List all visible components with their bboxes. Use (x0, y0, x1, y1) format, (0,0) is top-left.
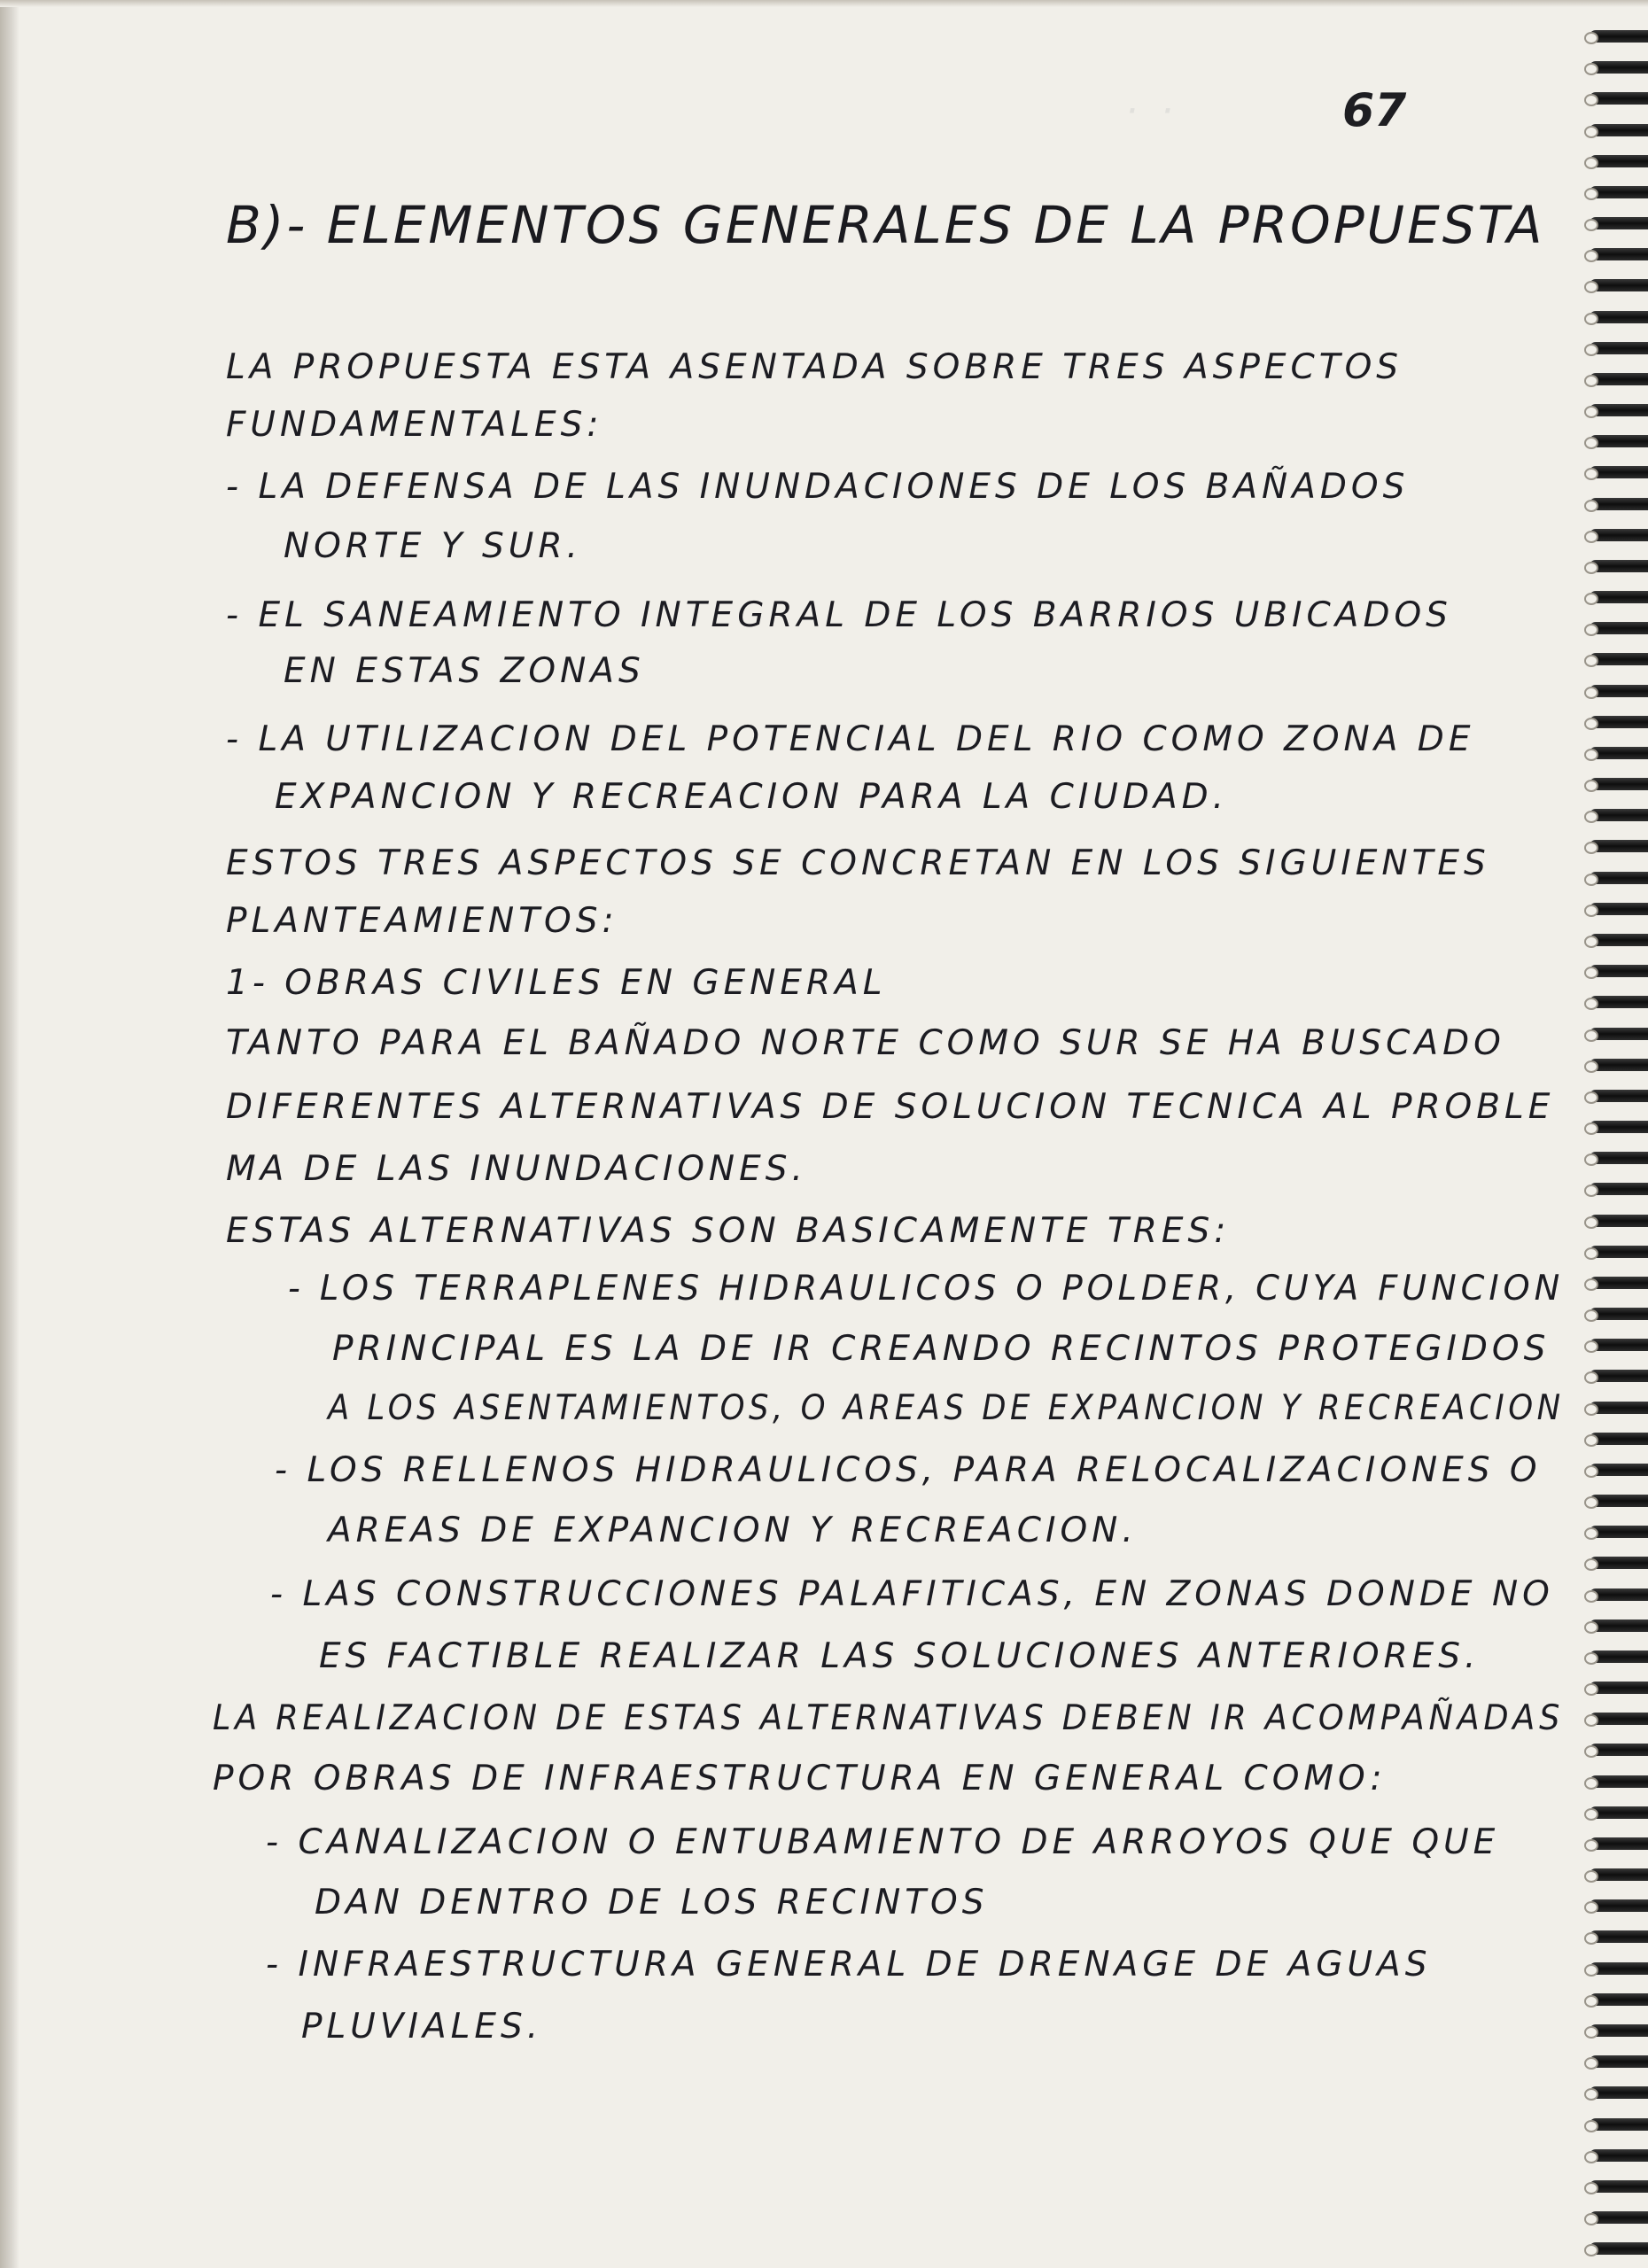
text-line: DAN DENTRO DE LOS RECINTOS (315, 1883, 989, 1922)
text-line: FUNDAMENTALES: (226, 405, 603, 445)
spiral-coil (1577, 183, 1648, 202)
spiral-coil (1577, 743, 1648, 763)
spiral-coil (1577, 276, 1648, 295)
spiral-coil (1577, 1616, 1648, 1635)
spiral-coil (1577, 1398, 1648, 1418)
spiral-coil (1577, 1585, 1648, 1604)
spiral-coil (1577, 1335, 1648, 1355)
spiral-coil (1577, 805, 1648, 825)
spiral-coil (1577, 1148, 1648, 1168)
page-edge-shadow (0, 0, 19, 2268)
text-line: NORTE Y SUR. (284, 526, 582, 566)
page-number: 67 (1342, 84, 1407, 137)
spiral-coil (1577, 58, 1648, 77)
text-line: - EL SANEAMIENTO INTEGRAL DE LOS BARRIOS UBICADOS (226, 595, 1452, 635)
spiral-coil (1577, 120, 1648, 140)
spiral-coil (1577, 836, 1648, 856)
spiral-coil (1577, 1740, 1648, 1759)
section-heading: B)- ELEMENTOS GENERALES DE LA PROPUESTA (226, 195, 1545, 255)
spiral-coil (1577, 1273, 1648, 1293)
text-line: PLANTEAMIENTOS: (226, 901, 618, 941)
text-line: EXPANCION Y RECREACION PARA LA CIUDAD. (275, 777, 1229, 817)
text-line: ESTOS TRES ASPECTOS SE CONCRETAN EN LOS SIGUIENTES (226, 843, 1490, 883)
spiral-coil (1577, 27, 1648, 46)
spiral-coil (1577, 1055, 1648, 1075)
spiral-coil (1577, 930, 1648, 950)
spiral-coil (1577, 462, 1648, 482)
spiral-coil (1577, 2239, 1648, 2258)
text-line: LA PROPUESTA ESTA ASENTADA SOBRE TRES ASPECTOS (226, 347, 1403, 387)
spiral-coil (1577, 774, 1648, 794)
spiral-coil (1577, 1959, 1648, 1978)
text-line: ES FACTIBLE REALIZAR LAS SOLUCIONES ANTERIORES. (319, 1636, 1481, 1676)
spiral-coil (1577, 1460, 1648, 1480)
spiral-coil (1577, 1709, 1648, 1728)
text-line: AREAS DE EXPANCION Y RECREACION. (328, 1511, 1138, 1550)
spiral-coil (1577, 961, 1648, 981)
spiral-coil (1577, 1927, 1648, 1946)
spiral-coil (1577, 587, 1648, 607)
text-line: A LOS ASENTAMIENTOS, O AREAS DE EXPANCION Y RECREACION (328, 1388, 1565, 1428)
spiral-coil (1577, 1990, 1648, 2009)
spiral-coil (1577, 712, 1648, 732)
spiral-coil (1577, 1491, 1648, 1511)
spiral-coil (1577, 1803, 1648, 1822)
text-line: - LA UTILIZACION DEL POTENCIAL DEL RIO COMO ZONA DE (226, 719, 1475, 759)
spiral-coil (1577, 245, 1648, 264)
spiral-coil (1577, 431, 1648, 451)
text-line: LA REALIZACION DE ESTAS ALTERNATIVAS DEBEN IR ACOMPAÑADAS (213, 1698, 1565, 1738)
spiral-coil (1577, 1553, 1648, 1573)
spiral-coil (1577, 1429, 1648, 1449)
spiral-coil (1577, 1522, 1648, 1542)
text-line: - INFRAESTRUCTURA GENERAL DE DRENAGE DE AGUAS (266, 1945, 1432, 1984)
spiral-coil (1577, 2115, 1648, 2134)
spiral-coil (1577, 1304, 1648, 1324)
spiral-coil (1577, 1896, 1648, 1915)
spiral-coil (1577, 2177, 1648, 2196)
spiral-coil (1577, 2208, 1648, 2227)
spiral-coil (1577, 89, 1648, 108)
bleed-through: · · (1125, 89, 1178, 134)
text-line: - LOS RELLENOS HIDRAULICOS, PARA RELOCALIZACIONES O (275, 1450, 1542, 1490)
spiral-coil (1577, 2146, 1648, 2165)
text-line: PLUVIALES. (301, 2007, 543, 2047)
spiral-coil (1577, 2052, 1648, 2071)
spiral-coil (1577, 338, 1648, 358)
spiral-coil (1577, 899, 1648, 919)
spiral-coil (1577, 525, 1648, 545)
text-line: ESTAS ALTERNATIVAS SON BASICAMENTE TRES: (226, 1211, 1231, 1251)
spiral-binding (1577, 27, 1648, 2259)
text-line: 1- OBRAS CIVILES EN GENERAL (226, 963, 887, 1003)
spiral-coil (1577, 1179, 1648, 1199)
text-line: EN ESTAS ZONAS (284, 651, 645, 691)
spiral-coil (1577, 214, 1648, 233)
text-line: DIFERENTES ALTERNATIVAS DE SOLUCION TECNICA AL PROBLE (226, 1087, 1555, 1127)
spiral-coil (1577, 400, 1648, 420)
spiral-coil (1577, 2083, 1648, 2102)
spiral-coil (1577, 868, 1648, 888)
spiral-coil (1577, 1366, 1648, 1386)
spiral-coil (1577, 649, 1648, 669)
spiral-coil (1577, 992, 1648, 1012)
spiral-coil (1577, 369, 1648, 389)
spiral-coil (1577, 2021, 1648, 2040)
spiral-coil (1577, 307, 1648, 327)
spiral-coil (1577, 1211, 1648, 1231)
spiral-coil (1577, 151, 1648, 171)
text-line: - LAS CONSTRUCCIONES PALAFITICAS, EN ZONAS DONDE NO (270, 1574, 1554, 1614)
spiral-coil (1577, 1865, 1648, 1884)
spiral-coil (1577, 556, 1648, 576)
spiral-coil (1577, 1117, 1648, 1137)
text-line: - LOS TERRAPLENES HIDRAULICOS O POLDER, CUYA FUNCION (288, 1269, 1565, 1309)
text-line: - LA DEFENSA DE LAS INUNDACIONES DE LOS BAÑADOS (226, 467, 1410, 507)
spiral-coil (1577, 681, 1648, 701)
spiral-coil (1577, 1834, 1648, 1853)
spiral-coil (1577, 1024, 1648, 1044)
text-line: PRINCIPAL ES LA DE IR CREANDO RECINTOS PROTEGIDOS (332, 1329, 1551, 1369)
page-top-shadow (0, 0, 1648, 7)
spiral-coil (1577, 1647, 1648, 1666)
spiral-coil (1577, 1242, 1648, 1262)
spiral-coil (1577, 494, 1648, 514)
text-line: - CANALIZACION O ENTUBAMIENTO DE ARROYOS QUE QUE (266, 1822, 1500, 1862)
spiral-coil (1577, 1678, 1648, 1697)
spiral-coil (1577, 1772, 1648, 1791)
text-line: MA DE LAS INUNDACIONES. (226, 1149, 807, 1189)
spiral-coil (1577, 618, 1648, 638)
text-line: POR OBRAS DE INFRAESTRUCTURA EN GENERAL COMO: (213, 1759, 1387, 1798)
text-line: TANTO PARA EL BAÑADO NORTE COMO SUR SE HA BUSCADO (226, 1023, 1505, 1063)
spiral-coil (1577, 1086, 1648, 1106)
